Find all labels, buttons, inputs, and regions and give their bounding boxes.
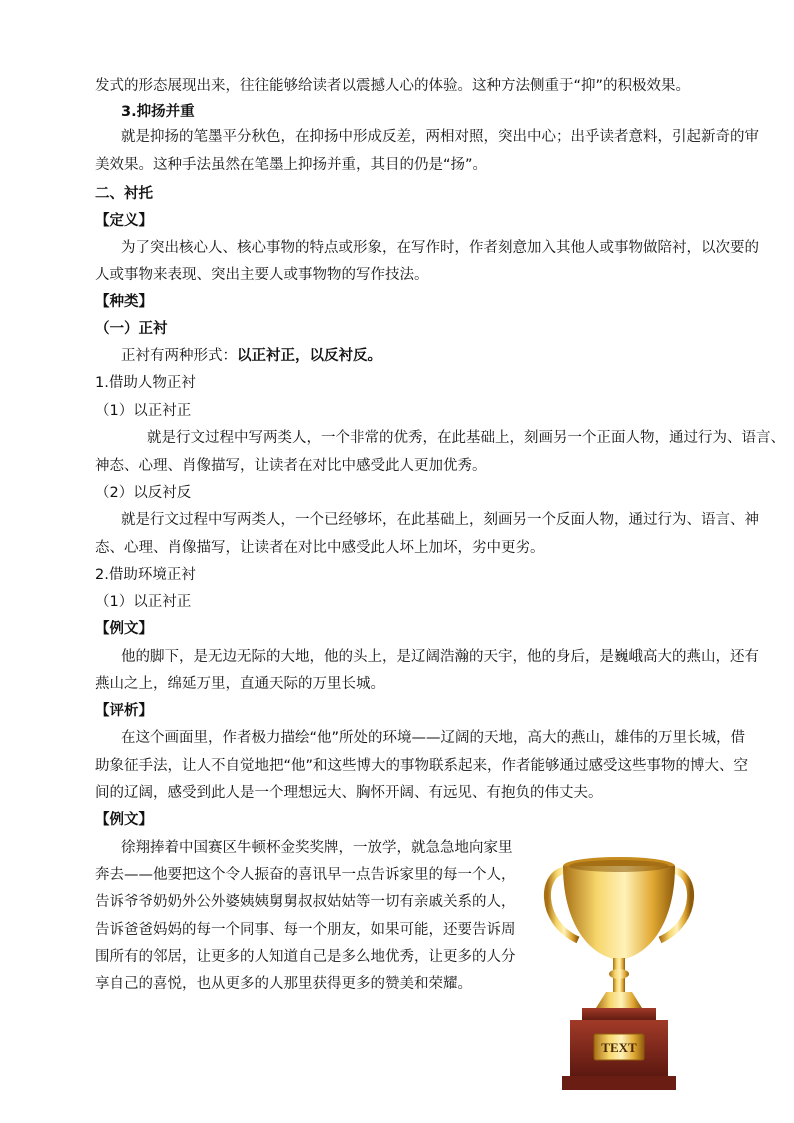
subheading: 3.抑扬并重	[121, 104, 195, 120]
paragraph-line: 助象征手法，让人不自觉地把“他”和这些博大的事物联系起来，作者能够通过感受这些事物的博大、空	[95, 758, 749, 774]
paragraph-line: 就是抑扬的笔墨平分秋色，在抑扬中形成反差，两相对照，突出中心；出乎读者意料，引起新奇的审	[121, 129, 759, 145]
section-heading: 二、衬托	[95, 186, 153, 202]
paragraph-line: 就是行文过程中写两类人，一个已经够坏，在此基础上，刻画另一个反面人物，通过行为、语言、神	[121, 512, 759, 528]
paragraph-text: 正衬有两种形式：	[121, 348, 237, 364]
bracket-heading: 【种类】	[95, 294, 153, 310]
paragraph-line: 态、心理、肖像描写，让读者在对比中感受此人坏上加坏，劣中更劣。	[95, 540, 545, 556]
paragraph-line	[121, 346, 382, 366]
bracket-heading: 【定义】	[95, 213, 153, 229]
subheading: 1.借助人物正衬	[95, 375, 196, 391]
subheading: 2.借助环境正衬	[95, 567, 196, 583]
trophy-image	[538, 852, 700, 1096]
paragraph-line: 就是行文过程中写两类人，一个非常的优秀，在此基础上，刻画另一个正面人物，通过行为、语言、	[147, 430, 785, 446]
bracket-heading: 【评析】	[95, 703, 153, 719]
paragraph-line: 他的脚下，是无边无际的大地，他的头上，是辽阔浩瀚的天宇，他的身后，是巍峨高大的燕山，还有	[121, 649, 759, 665]
paragraph-line: 围所有的邻居，让更多的人知道自己是多么地优秀，让更多的人分	[95, 949, 516, 965]
subheading: （1）以正衬正	[95, 403, 192, 419]
trophy-plate-text: TEXT	[601, 1040, 637, 1055]
trophy-base-top	[582, 1008, 656, 1022]
bracket-heading: 【例文】	[95, 812, 153, 828]
subheading: （一）正衬	[95, 321, 168, 337]
paragraph-line: 美效果。这种手法虽然在笔墨上抑扬并重，其目的仍是“扬”。	[95, 157, 488, 173]
paragraph-line: 燕山之上，绵延万里，直通天际的万里长城。	[95, 676, 385, 692]
trophy-cup	[563, 866, 675, 960]
paragraph-line: 告诉爸爸妈妈的每一个同事、每一个朋友，如果可能，还要告诉周	[95, 922, 516, 938]
paragraph-line: 在这个画面里，作者极力描绘“他”所处的环境——辽阔的天地，高大的燕山，雄伟的万里长城，借	[121, 730, 746, 746]
bold-text: 以正衬正，以反衬反。	[237, 348, 382, 364]
paragraph-line: 为了突出核心人、核心事物的特点或形象，在写作时，作者刻意加入其他人或事物做陪衬，以次要的	[121, 240, 759, 256]
paragraph-line: 间的辽阔，感受到此人是一个理想远大、胸怀开阔、有远见、有抱负的伟丈夫。	[95, 785, 603, 801]
subheading: （2）以反衬反	[95, 485, 192, 501]
paragraph-line: 神态、心理、肖像描写，让读者在对比中感受此人更加优秀。	[95, 458, 487, 474]
paragraph-line: 奔去——他要把这个令人振奋的喜讯早一点告诉家里的每一个人，	[95, 867, 516, 883]
paragraph-line: 发式的形态展现出来，往往能够给读者以震撼人心的体验。这种方法侧重于“抑”的积极效果。	[95, 78, 691, 94]
subheading: （1）以正衬正	[95, 594, 192, 610]
bracket-heading: 【例文】	[95, 621, 153, 637]
paragraph-line: 享自己的喜悦，也从更多的人那里获得更多的赞美和荣耀。	[95, 976, 472, 992]
paragraph-line: 人或事物来表现、突出主要人或事物物的写作技法。	[95, 267, 429, 283]
paragraph-line: 徐翔捧着中国赛区牛顿杯金奖奖牌，一放学，就急急地向家里	[121, 840, 513, 856]
paragraph-line: 告诉爷爷奶奶外公外婆姨姨舅舅叔叔姑姑等一切有亲戚关系的人，	[95, 894, 516, 910]
